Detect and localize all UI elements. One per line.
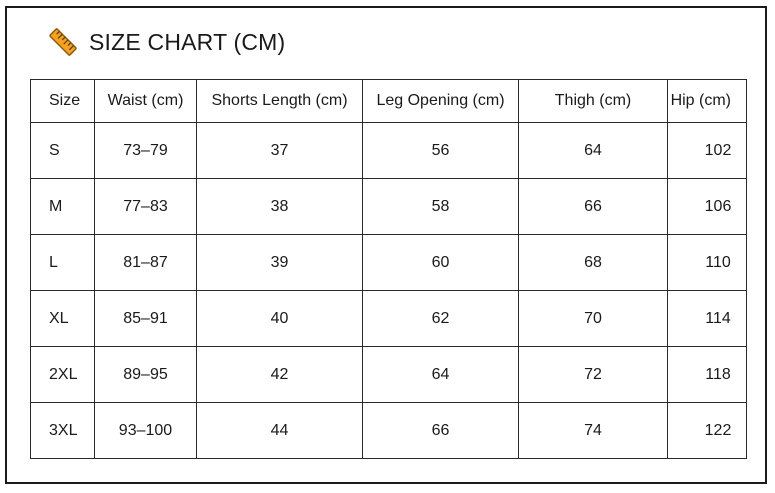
table-row xyxy=(31,179,747,235)
cell-hip: 118 xyxy=(668,347,747,403)
cell-waist: 81–87 xyxy=(95,235,197,291)
size-table xyxy=(30,79,747,459)
cell-leg-opening: 60 xyxy=(363,235,519,291)
table-header-row xyxy=(31,80,747,123)
cell-waist: 77–83 xyxy=(95,179,197,235)
cell-thigh: 70 xyxy=(519,291,668,347)
cell-thigh: 72 xyxy=(519,347,668,403)
cell-waist: 89–95 xyxy=(95,347,197,403)
table-row xyxy=(31,403,747,459)
table-row xyxy=(31,235,747,291)
cell-hip: 110 xyxy=(668,235,747,291)
cell-size: 2XL xyxy=(31,347,95,403)
header-shorts-length: Shorts Length (cm) xyxy=(197,80,363,123)
cell-size: M xyxy=(31,179,95,235)
header-waist: Waist (cm) xyxy=(95,80,197,123)
cell-shorts-length: 38 xyxy=(197,179,363,235)
header-thigh: Thigh (cm) xyxy=(519,80,668,123)
cell-thigh: 68 xyxy=(519,235,668,291)
cell-thigh: 74 xyxy=(519,403,668,459)
cell-shorts-length: 39 xyxy=(197,235,363,291)
cell-thigh: 66 xyxy=(519,179,668,235)
cell-leg-opening: 58 xyxy=(363,179,519,235)
cell-shorts-length: 44 xyxy=(197,403,363,459)
cell-hip: 102 xyxy=(668,123,747,179)
header-leg-opening: Leg Opening (cm) xyxy=(363,80,519,123)
cell-size: XL xyxy=(31,291,95,347)
cell-leg-opening: 66 xyxy=(363,403,519,459)
cell-waist: 73–79 xyxy=(95,123,197,179)
cell-hip: 106 xyxy=(668,179,747,235)
table-row xyxy=(31,347,747,403)
page-title: SIZE CHART (CM) xyxy=(89,28,286,55)
header-hip: Hip (cm) xyxy=(668,80,747,123)
title-row xyxy=(47,22,285,62)
cell-leg-opening: 62 xyxy=(363,291,519,347)
cell-leg-opening: 56 xyxy=(363,123,519,179)
cell-waist: 93–100 xyxy=(95,403,197,459)
ruler-icon xyxy=(47,26,79,58)
cell-waist: 85–91 xyxy=(95,291,197,347)
cell-size: S xyxy=(31,123,95,179)
cell-size: L xyxy=(31,235,95,291)
cell-shorts-length: 42 xyxy=(197,347,363,403)
cell-thigh: 64 xyxy=(519,123,668,179)
cell-hip: 122 xyxy=(668,403,747,459)
cell-shorts-length: 37 xyxy=(197,123,363,179)
cell-shorts-length: 40 xyxy=(197,291,363,347)
header-size: Size xyxy=(31,80,95,123)
table-row xyxy=(31,123,747,179)
cell-size: 3XL xyxy=(31,403,95,459)
table-row xyxy=(31,291,747,347)
cell-leg-opening: 64 xyxy=(363,347,519,403)
cell-hip: 114 xyxy=(668,291,747,347)
